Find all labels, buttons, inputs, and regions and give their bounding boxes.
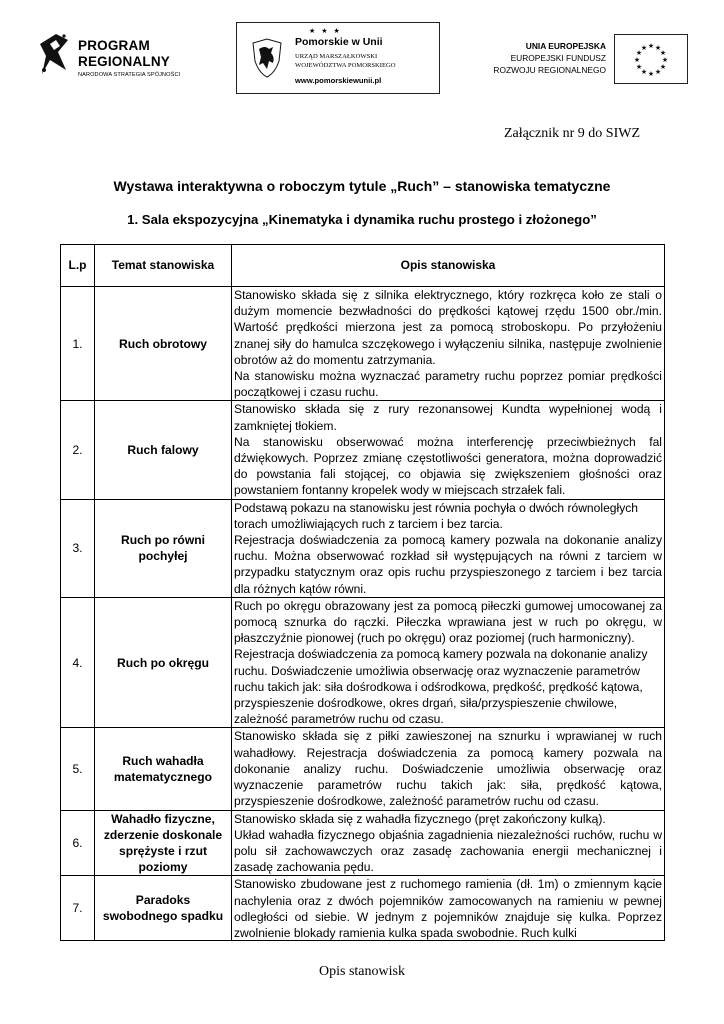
svg-text:★: ★ — [647, 42, 655, 50]
svg-text:★: ★ — [654, 44, 662, 52]
document-title: Wystawa interaktywna o roboczym tytule „Ruch” – stanowiska tematyczne — [113, 178, 611, 194]
table-header-row — [61, 245, 665, 287]
stars-icon: ★ ★ ★ — [309, 28, 342, 35]
footer-label: Opis stanowisk — [319, 964, 405, 979]
row-description — [232, 728, 665, 810]
eu-line3: ROZWOJU REGIONALNEGO — [493, 65, 606, 75]
row-description — [232, 401, 665, 499]
table-row — [61, 728, 665, 810]
pomorskie-office-line1: URZĄD MARSZAŁKOWSKI — [295, 53, 378, 60]
griffin-crest-icon — [247, 37, 287, 79]
program-logo-line2: REGIONALNY — [78, 54, 171, 69]
description-paragraph: Stanowisko składa się z rury rezonansowej Kundta wypełnionej wodą i zamkniętej tłokiem. — [234, 402, 662, 433]
row-description — [232, 499, 665, 597]
description-paragraph: Stanowisko składa się z silnika elektrycznego, który rozkręca koło ze stali o dużym momencie bezwładności do prędkości kątowej rzędu 1500 obr./min. Wartość prędkości mierzona jest za pomocą stroboskopu. Po przyłożeniu znanej siły do hamulca szczękowego i wyłączeniu silnika, następuje zwolnienie obrotów aż do momentu zatrzymania. — [234, 288, 662, 367]
header-description: Opis stanowiska — [232, 245, 665, 287]
eu-line2: EUROPEJSKI FUNDUSZ — [510, 53, 606, 63]
eu-flag-icon — [614, 34, 688, 84]
description-paragraph: Rejestracja doświadczenia za pomocą kamery pozwala na dokonanie analizy ruchu. Doświadczenie umożliwia obserwację oraz wyznaczenie parametrów ruchu takich jak: siła dośrodkowa i odśrodkowa, prędkość, prędkość kątowa, przyspieszenie dośrodkowe, okres drgań, siła/przyspieszenie chwilowe, zależność parametrów ruchu od czasu. — [234, 647, 648, 727]
program-logo-line1: PROGRAM — [78, 38, 150, 53]
header-topic: Temat stanowiska — [95, 245, 232, 287]
row-description — [232, 597, 665, 728]
svg-text:★: ★ — [647, 70, 655, 78]
svg-text:★: ★ — [635, 63, 643, 71]
description-paragraph: Stanowisko składa się z piłki zawieszonej na sznurku i wprawianej w ruch wahadłowy. Rejestracja doświadczenia za pomocą kamery pozwala na dokonanie analizy ruchu. Doświadczenie umożliwia obserwację oraz wyznaczenie parametrów ruchu takich jak: siła, prędkość kątowa, przyspieszenie dośrodkowe, zależność parametrów ruchu od czasu. — [234, 729, 662, 809]
stations-table — [60, 244, 665, 941]
row-number: 2. — [61, 401, 95, 499]
table-row — [61, 287, 665, 401]
row-description — [232, 810, 665, 876]
svg-text:★: ★ — [654, 68, 662, 76]
svg-text:★: ★ — [661, 56, 669, 64]
description-paragraph: Stanowisko zbudowane jest z ruchomego ramienia (dł. 1m) o zmiennym kącie nachylenia oraz z dwóch pojemników zamocowanych na ramieniu w pewnej odległości od siebie. W jednym z pojemników znajduje się kulka. Poprzez zwolnienie blokady ramienia kulka spada swobodnie. Ruch kulki — [234, 877, 662, 940]
row-topic: Ruch wahadła matematycznego — [95, 728, 232, 810]
svg-text:★: ★ — [635, 49, 643, 57]
program-logo-icon — [36, 30, 72, 78]
pomorskie-logo — [236, 22, 440, 94]
row-number: 4. — [61, 597, 95, 728]
row-number: 1. — [61, 287, 95, 401]
program-regionalny-logo — [36, 28, 196, 84]
svg-text:★: ★ — [659, 63, 667, 71]
table-row — [61, 597, 665, 728]
row-number: 7. — [61, 876, 95, 941]
row-number: 6. — [61, 810, 95, 876]
description-clip — [234, 876, 662, 940]
program-logo-tagline: NARODOWA STRATEGIA SPÓJNOŚCI — [78, 72, 181, 78]
row-topic: Ruch po równi pochyłej — [95, 499, 232, 597]
row-description — [232, 287, 665, 401]
table-row — [61, 401, 665, 499]
row-topic: Wahadło fizyczne, zderzenie doskonale sprężyste i rzut poziomy — [95, 810, 232, 876]
description-paragraph: Ruch po okręgu obrazowany jest za pomocą piłeczki gumowej umocowanej za pomocą sznurka do rączki. Piłeczka wprawiana jest w ruch po okręgu, w płaszczyźnie pionowej (ruch po okręgu) oraz poziomej (ruch harmoniczny). — [234, 598, 662, 646]
description-paragraph: Podstawą pokazu na stanowisku jest równia pochyła o dwóch równoległych torach umożliwiających ruch z tarciem i bez tarcia. — [234, 500, 639, 531]
eu-fund-text — [456, 40, 606, 76]
description-paragraph: Rejestracja doświadczenia za pomocą kamery pozwala na dokonanie analizy ruchu. Można obserwować rozkład sił występujących na równi z tarciem w przypadku statycznym oraz opis ruchu przyspieszonego z tarciem i bez tarcia dla różnych kątów równi. — [234, 533, 662, 596]
pomorskie-name: Pomorskie w Unii — [295, 36, 383, 48]
description-paragraph: Na stanowisku można wyznaczać parametry ruchu poprzez pomiar prędkości początkowej i czasu ruchu. — [234, 369, 662, 400]
row-number: 5. — [61, 728, 95, 810]
description-paragraph: Układ wahadła fizycznego objaśnia zagadnienia niezależności ruchów, ruchu w polu sił zachowawczych oraz zasadę zachowania energii mechanicznej i zasadę zachowania pędu. — [234, 827, 662, 875]
eu-line1: UNIA EUROPEJSKA — [525, 41, 606, 51]
table-row — [61, 499, 665, 597]
row-topic: Ruch falowy — [95, 401, 232, 499]
svg-text:★: ★ — [640, 44, 648, 52]
header-lp: L.p — [61, 245, 95, 287]
pomorskie-url: www.pomorskiewunii.pl — [295, 76, 382, 85]
svg-text:★: ★ — [633, 56, 641, 64]
description-paragraph: Na stanowisku obserwować można interferencję przeciwbieżnych fal dźwiękowych. Poprzez zmianę częstotliwości generatora, można doprowadzić do powstania fali stojącej, co objawia się zwiększeniem głośności oraz powstaniem fontanny kropelek wody w miejscach strzałek fali. — [234, 434, 662, 498]
row-topic: Ruch po okręgu — [95, 597, 232, 728]
row-number: 3. — [61, 499, 95, 597]
table-row — [61, 876, 665, 941]
annex-label: Załącznik nr 9 do SIWZ — [503, 126, 640, 141]
row-topic: Paradoks swobodnego spadku — [95, 876, 232, 941]
section-title: 1. Sala ekspozycyjna „Kinematyka i dynamika ruchu prostego i złożonego” — [127, 212, 597, 227]
table-row — [61, 810, 665, 876]
svg-text:★: ★ — [640, 68, 648, 76]
row-topic: Ruch obrotowy — [95, 287, 232, 401]
description-paragraph: Stanowisko składa się z wahadła fizycznego (pręt zakończony kulką). — [234, 811, 606, 826]
svg-text:★: ★ — [659, 49, 667, 57]
pomorskie-office-line2: WOJEWÓDZTWA POMORSKIEGO — [295, 62, 396, 69]
eu-stars-circle-icon — [615, 35, 687, 83]
row-description — [232, 876, 665, 941]
